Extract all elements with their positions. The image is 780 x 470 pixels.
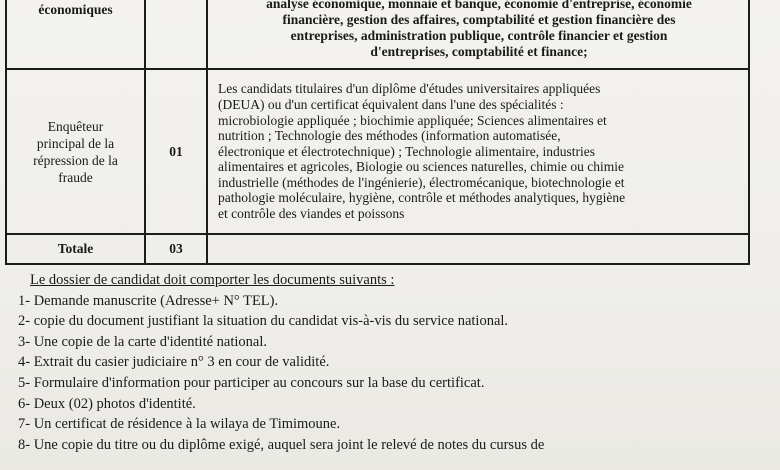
table-row bbox=[6, 69, 749, 234]
grade-line: fraude bbox=[58, 169, 93, 185]
document-item: 3- Une copie de la carte d'identité national. bbox=[18, 333, 268, 350]
specialty-line: alimentaires et agricoles, Biologie ou sciences naturelles, chimie ou chimie bbox=[218, 159, 624, 175]
specialty-line: industrielle (méthodes de l'ingénierie), électromécanique, biotechnologie et bbox=[218, 174, 625, 190]
specialty-line: microbiologie appliquée ; biochimie appliquée; Sciences alimentaires et bbox=[218, 112, 607, 128]
specialty-line: entreprises, administration publique, contrôle financier et gestion bbox=[290, 28, 668, 43]
table-row bbox=[6, 0, 749, 69]
document-item: 7- Un certificat de résidence à la wilaya de Timimoune. bbox=[18, 416, 341, 433]
grade-label: économiques bbox=[38, 2, 113, 17]
grade-cell bbox=[6, 0, 145, 69]
total-row bbox=[6, 234, 749, 264]
grade-label bbox=[16, 118, 136, 186]
total-empty-cell bbox=[207, 234, 749, 264]
specialty-cell bbox=[207, 69, 749, 234]
specialty-line: analyse économique, monnaie et banque, économie d'entreprise, économie bbox=[266, 0, 692, 11]
specialty-cell bbox=[207, 0, 749, 69]
document-item: 1- Demande manuscrite (Adresse+ N° TEL). bbox=[18, 292, 279, 309]
document-item: 8- Une copie du titre ou du diplôme exigé, auquel sera joint le relevé de notes du cursus de bbox=[18, 436, 545, 453]
document-item: 2- copie du document justifiant la situation du candidat vis-à-vis du service national. bbox=[18, 313, 509, 330]
count-cell: 01 bbox=[145, 69, 207, 234]
document-item: 5- Formulaire d'information pour participer au concours sur la base du certificat. bbox=[18, 374, 485, 391]
document-item: 4- Extrait du casier judiciaire n° 3 en cour de validité. bbox=[18, 354, 330, 371]
specialty-line: et contrôle des viandes et poissons bbox=[218, 206, 405, 222]
specialty-line: pathologie moléculaire, hygiène, contrôle et méthodes analytiques, hygiène bbox=[218, 190, 626, 206]
documents-title: Le dossier de candidat doit comporter les documents suivants : bbox=[30, 272, 395, 288]
grade-line: principal de la bbox=[36, 135, 115, 151]
posts-table bbox=[5, 0, 750, 265]
document-item: 6- Deux (02) photos d'identité. bbox=[18, 395, 196, 412]
specialty-line: électronique et électrotechnique) ; Technologie alimentaire, industries bbox=[218, 143, 596, 159]
count-cell bbox=[145, 0, 207, 69]
specialty-line: nutrition ; Technologie des méthodes (information automatisée, bbox=[218, 128, 561, 144]
grade-line: répression de la bbox=[33, 152, 118, 168]
grade-line: Enquêteur bbox=[47, 118, 104, 134]
grade-cell bbox=[6, 69, 145, 234]
specialty-line: Les candidats titulaires d'un diplôme d'études universitaires appliquées bbox=[218, 81, 601, 97]
required-documents bbox=[18, 270, 544, 455]
specialty-line: financière, gestion des affaires, comptabilité et gestion financière des bbox=[282, 12, 676, 27]
specialty-line: (DEUA) ou d'un certificat équivalent dans l'une des spécialités : bbox=[218, 96, 564, 112]
total-count: 03 bbox=[145, 234, 207, 264]
specialty-line: d'entreprises, comptabilité et finance; bbox=[370, 44, 588, 59]
total-label: Totale bbox=[6, 234, 145, 264]
